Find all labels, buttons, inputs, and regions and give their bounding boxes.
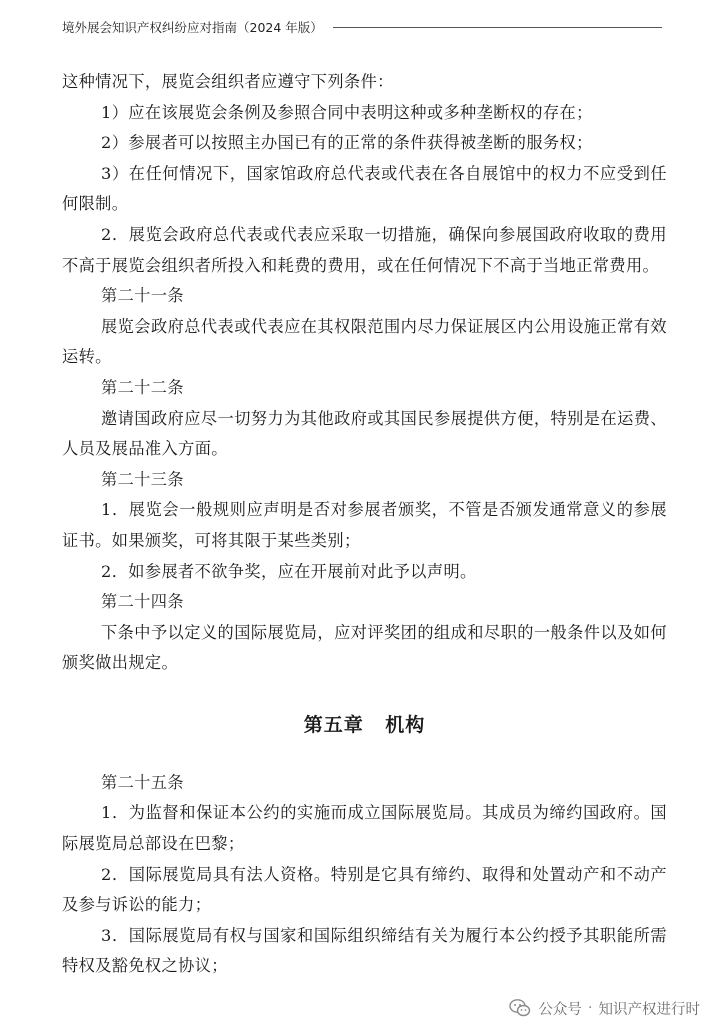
header-rule	[333, 27, 662, 28]
paragraph: 展览会政府总代表或代表应在其权限范围内尽力保证展区内公用设施正常有效运转。	[62, 316, 667, 367]
article-heading: 第二十二条	[101, 377, 184, 397]
paragraph: 1．展览会一般规则应声明是否对参展者颁奖，不管是否颁发通常意义的参展证书。如果颁奖，可将其限于某些类别；	[62, 500, 667, 550]
wechat-icon	[508, 996, 532, 1020]
watermark-separator: ·	[587, 1000, 593, 1016]
header-title: 境外展会知识产权纠纷应对指南（2024 年版）	[62, 20, 323, 35]
page-body	[62, 67, 667, 982]
running-header	[62, 16, 662, 38]
text-block-chapter-4	[62, 67, 667, 679]
paragraph: 1）应在该展览会条例及参照合同中表明这种或多种垄断权的存在；	[101, 102, 593, 122]
article-heading: 第二十一条	[101, 286, 184, 306]
watermark-label: 公众号	[538, 1001, 582, 1018]
paragraph: 3）在任何情况下，国家馆政府总代表或代表在各自展馆中的权力不应受到任何限制。	[62, 163, 667, 214]
paragraph: 2．如参展者不欲争奖，应在开展前对此予以声明。	[101, 561, 477, 581]
paragraph: 3．国际展览局有权与国家和国际组织缔结有关为履行本公约授予其职能所需特权及豁免权之协议；	[62, 925, 667, 976]
paragraph: 这种情况下，展览会组织者应遵守下列条件：	[62, 72, 394, 91]
paragraph: 邀请国政府应尽一切努力为其他政府或其国民参展提供方便，特别是在运费、人员及展品准入方面。	[62, 408, 667, 459]
article-heading: 第二十三条	[101, 469, 184, 489]
watermark-account: 知识产权进行时	[598, 1001, 700, 1018]
paragraph: 2．展览会政府总代表或代表应采取一切措施，确保向参展国政府收取的费用不高于展览会组织者所投入和耗费的费用，或在任何情况下不高于当地正常费用。	[62, 224, 667, 275]
paragraph: 下条中予以定义的国际展览局，应对评奖团的组成和尽职的一般条件以及如何颁奖做出规定。	[62, 622, 667, 673]
paragraph: 2．国际展览局具有法人资格。特别是它具有缔约、取得和处置动产和不动产及参与诉讼的能力；	[62, 864, 667, 915]
wechat-watermark	[508, 995, 700, 1021]
chapter-heading: 第五章 机构	[303, 713, 426, 736]
article-heading: 第二十五条	[101, 772, 184, 792]
paragraph: 2）参展者可以按照主办国已有的正常的条件获得被垄断的服务权；	[101, 133, 593, 153]
paragraph: 1．为监督和保证本公约的实施而成立国际展览局。其成员为缔约国政府。国际展览局总部设在巴黎；	[62, 803, 667, 854]
text-block-chapter-5	[62, 768, 667, 982]
article-heading: 第二十四条	[101, 592, 184, 612]
